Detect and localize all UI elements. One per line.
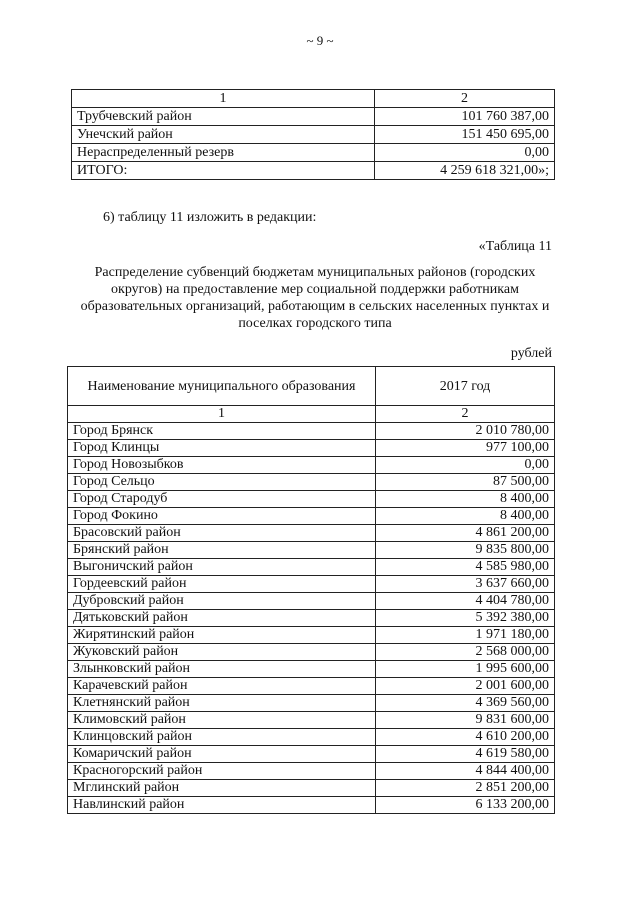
row-value: 0,00 xyxy=(375,144,555,162)
table-row xyxy=(68,678,555,695)
row-value: 6 133 200,00 xyxy=(376,797,555,814)
row-value: 2 010 780,00 xyxy=(376,423,555,440)
row-name: Карачевский район xyxy=(68,678,376,695)
row-name: Брасовский район xyxy=(68,525,376,542)
instruction-text: 6) таблицу 11 изложить в редакции: xyxy=(103,210,317,225)
row-value: 4 369 560,00 xyxy=(376,695,555,712)
table-row xyxy=(68,610,555,627)
row-name: Город Стародуб xyxy=(68,491,376,508)
row-name: Город Новозыбков xyxy=(68,457,376,474)
row-name: Город Сельцо xyxy=(68,474,376,491)
table-row xyxy=(72,144,555,162)
table-row xyxy=(68,457,555,474)
row-value: 2 568 000,00 xyxy=(376,644,555,661)
column-number-1: 1 xyxy=(72,90,375,108)
row-name: ИТОГО: xyxy=(72,162,375,180)
table-row xyxy=(68,746,555,763)
page-number: ~ 9 ~ xyxy=(306,33,334,48)
row-name: Клетнянский район xyxy=(68,695,376,712)
table-row xyxy=(68,508,555,525)
column-number-1: 1 xyxy=(68,406,376,423)
row-value: 8 400,00 xyxy=(376,508,555,525)
row-name: Гордеевский район xyxy=(68,576,376,593)
row-name: Нераспределенный резерв xyxy=(72,144,375,162)
row-name: Красногорский район xyxy=(68,763,376,780)
row-name: Климовский район xyxy=(68,712,376,729)
table-title: Распределение субвенций бюджетам муниципальных районов (городских округов) на предоставление мер социальной поддержки работникам образовательных организаций, работающим в сельских населенных пунктах и поселках городского типа xyxy=(80,265,550,331)
table-row xyxy=(68,491,555,508)
table-row xyxy=(68,474,555,491)
column-number-2: 2 xyxy=(376,406,555,423)
row-name: Жуковский район xyxy=(68,644,376,661)
table-row xyxy=(68,661,555,678)
row-name: Комаричский район xyxy=(68,746,376,763)
row-value: 4 861 200,00 xyxy=(376,525,555,542)
row-value: 1 971 180,00 xyxy=(376,627,555,644)
table-row xyxy=(68,576,555,593)
row-value: 1 995 600,00 xyxy=(376,661,555,678)
table-row xyxy=(68,729,555,746)
row-name: Унечский район xyxy=(72,126,375,144)
table-row xyxy=(68,559,555,576)
table-row xyxy=(68,644,555,661)
row-name: Злынковский район xyxy=(68,661,376,678)
units-label: рублей xyxy=(510,346,552,361)
row-name: Город Брянск xyxy=(68,423,376,440)
table-row xyxy=(72,108,555,126)
row-value: 0,00 xyxy=(376,457,555,474)
table-row xyxy=(68,763,555,780)
row-value: 4 585 980,00 xyxy=(376,559,555,576)
column-header-year: 2017 год xyxy=(376,367,555,406)
row-name: Мглинский район xyxy=(68,780,376,797)
table-row xyxy=(72,162,555,180)
row-value: 5 392 380,00 xyxy=(376,610,555,627)
table-row xyxy=(72,126,555,144)
table-row xyxy=(68,695,555,712)
row-value: 9 831 600,00 xyxy=(376,712,555,729)
table-row xyxy=(68,797,555,814)
row-value: 3 637 660,00 xyxy=(376,576,555,593)
row-name: Дятьковский район xyxy=(68,610,376,627)
table-row xyxy=(68,780,555,797)
table-header-row xyxy=(68,367,555,406)
table-row xyxy=(68,593,555,610)
row-value: 4 610 200,00 xyxy=(376,729,555,746)
column-numbering-row xyxy=(68,406,555,423)
column-header-municipality: Наименование муниципального образования xyxy=(68,367,376,406)
continued-table xyxy=(71,89,555,180)
table-label: «Таблица 11 xyxy=(478,239,552,254)
table-row xyxy=(68,627,555,644)
row-name: Навлинский район xyxy=(68,797,376,814)
row-value: 977 100,00 xyxy=(376,440,555,457)
row-value: 2 851 200,00 xyxy=(376,780,555,797)
row-value: 2 001 600,00 xyxy=(376,678,555,695)
row-name: Город Клинцы xyxy=(68,440,376,457)
row-value: 4 404 780,00 xyxy=(376,593,555,610)
row-value: 101 760 387,00 xyxy=(375,108,555,126)
table-row xyxy=(68,525,555,542)
subvention-table xyxy=(67,366,555,814)
row-name: Дубровский район xyxy=(68,593,376,610)
column-number-2: 2 xyxy=(375,90,555,108)
row-name: Город Фокино xyxy=(68,508,376,525)
row-value: 9 835 800,00 xyxy=(376,542,555,559)
table-header-row xyxy=(72,90,555,108)
row-name: Жирятинский район xyxy=(68,627,376,644)
row-value: 8 400,00 xyxy=(376,491,555,508)
table-row xyxy=(68,542,555,559)
row-value: 87 500,00 xyxy=(376,474,555,491)
row-name: Клинцовский район xyxy=(68,729,376,746)
row-name: Брянский район xyxy=(68,542,376,559)
table-row xyxy=(68,440,555,457)
row-value: 4 619 580,00 xyxy=(376,746,555,763)
row-value: 151 450 695,00 xyxy=(375,126,555,144)
row-value: 4 259 618 321,00»; xyxy=(375,162,555,180)
row-name: Выгоничский район xyxy=(68,559,376,576)
row-value: 4 844 400,00 xyxy=(376,763,555,780)
table-row xyxy=(68,423,555,440)
row-name: Трубчевский район xyxy=(72,108,375,126)
table-row xyxy=(68,712,555,729)
